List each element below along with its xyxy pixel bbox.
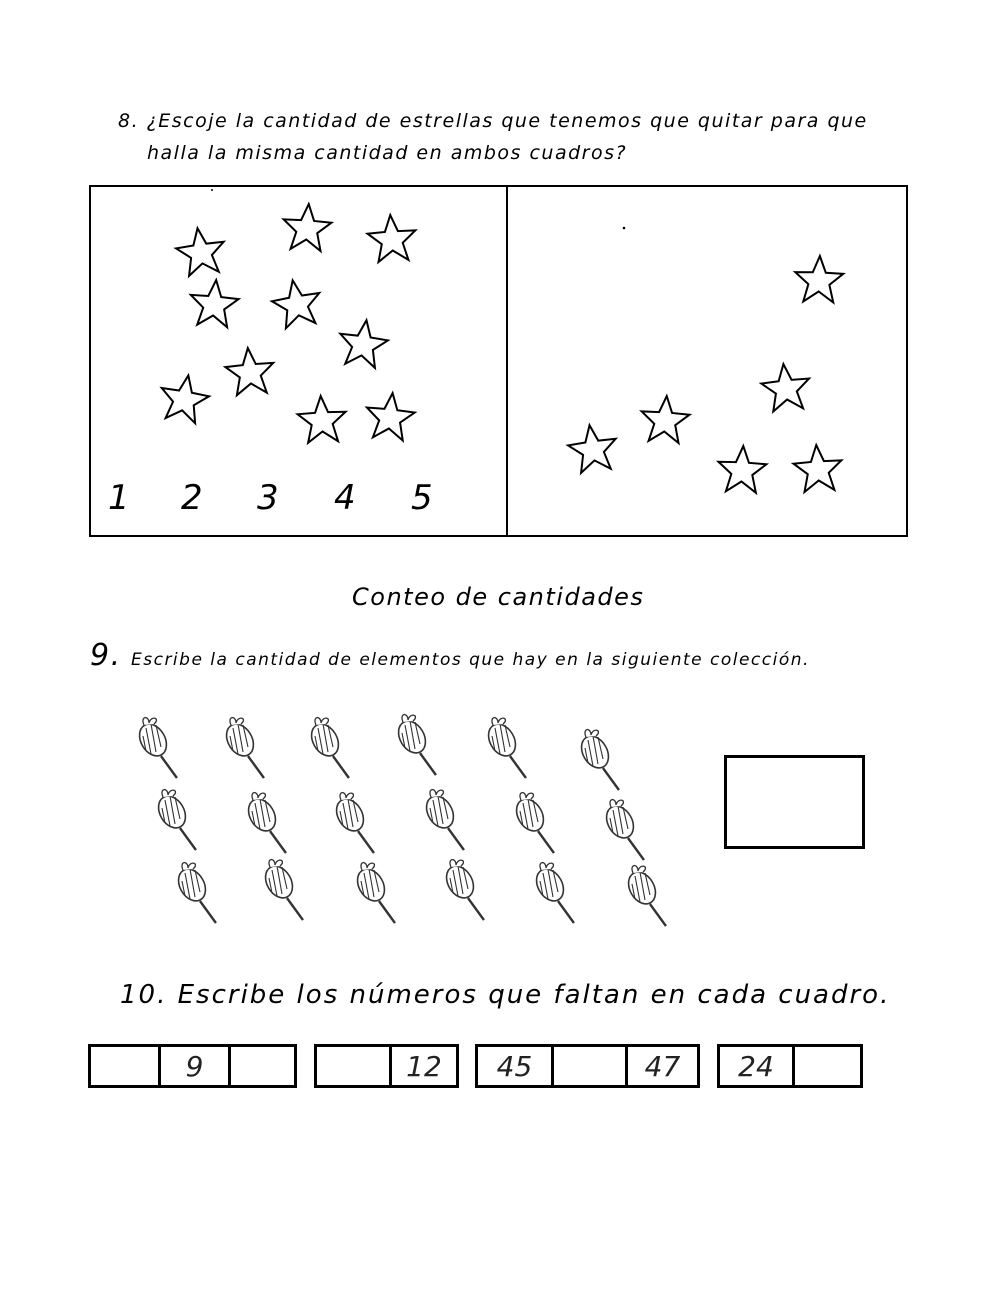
star-icon: [760, 362, 813, 413]
question8-line2: halla la misma cantidad en ambos cuadros?: [147, 142, 628, 164]
sequence-cell: 9: [161, 1047, 231, 1085]
lollipop-icon: [173, 863, 218, 923]
question9-text: Escribe la cantidad de elementos que hay en la siguiente colección.: [131, 650, 810, 670]
lollipop-icon: [352, 863, 397, 923]
question9-number: 9.: [90, 638, 122, 673]
lollipop-icon: [531, 863, 576, 923]
lollipop-icon: [243, 793, 288, 853]
lollipop-icon: [623, 866, 668, 926]
star-icon: [640, 394, 691, 443]
sequence-cell[interactable]: [795, 1047, 860, 1085]
option-1[interactable]: 1: [108, 478, 130, 518]
star-icon: [174, 225, 228, 277]
lollipop-icon: [331, 793, 376, 853]
sequence-box-3: [475, 1044, 700, 1088]
star-icon: [566, 422, 620, 474]
option-4[interactable]: 4: [334, 478, 356, 518]
sequence-cell: 47: [644, 1049, 681, 1083]
lollipop-icon: [511, 793, 556, 853]
star-icon: [366, 213, 417, 262]
lollipop-icon: [483, 718, 528, 778]
answer-box[interactable]: [724, 755, 865, 849]
question8-line1: 8. ¿Escoje la cantidad de estrellas que tenemos que quitar para que: [118, 110, 868, 132]
sequence-cell[interactable]: [91, 1047, 161, 1085]
lollipop-icon: [306, 718, 351, 778]
lollipop-icon: [421, 790, 466, 850]
lollipop-icon: [441, 860, 486, 920]
sequence-cell: 12: [406, 1049, 442, 1083]
sequence-cell: 45: [478, 1047, 554, 1085]
lollipop-icon: [601, 800, 646, 860]
sequence-box-1: [88, 1044, 297, 1088]
star-icon: [364, 391, 417, 442]
star-icon: [792, 443, 843, 492]
question10-text: 10. Escribe los números que faltan en cada cuadro.: [120, 980, 891, 1010]
sequence-cell[interactable]: [317, 1047, 392, 1085]
star-icon: [224, 346, 276, 396]
sequence-cell: 24: [720, 1047, 795, 1085]
star-icon: [157, 371, 212, 425]
sequence-cell[interactable]: [231, 1047, 294, 1085]
option-3[interactable]: 3: [257, 478, 279, 518]
star-icon: [269, 276, 324, 330]
option-5[interactable]: 5: [411, 478, 433, 518]
section-title: Conteo de cantidades: [352, 583, 645, 611]
lollipop-icon: [576, 730, 621, 790]
lollipop-icon: [260, 860, 305, 920]
star-icon: [336, 317, 390, 369]
sequence-cell[interactable]: [554, 1047, 628, 1085]
sequence-box-2: [314, 1044, 459, 1088]
star-icon: [297, 395, 347, 443]
star-icon: [282, 202, 333, 251]
star-icon: [717, 445, 767, 493]
lollipop-icon: [221, 718, 266, 778]
lollipop-icon: [153, 790, 198, 850]
star-icon: [188, 278, 240, 328]
option-2[interactable]: 2: [181, 478, 203, 518]
star-icon: [794, 255, 844, 303]
lollipop-icon: [134, 718, 179, 778]
sequence-box-4: [717, 1044, 863, 1088]
lollipop-icon: [393, 715, 438, 775]
